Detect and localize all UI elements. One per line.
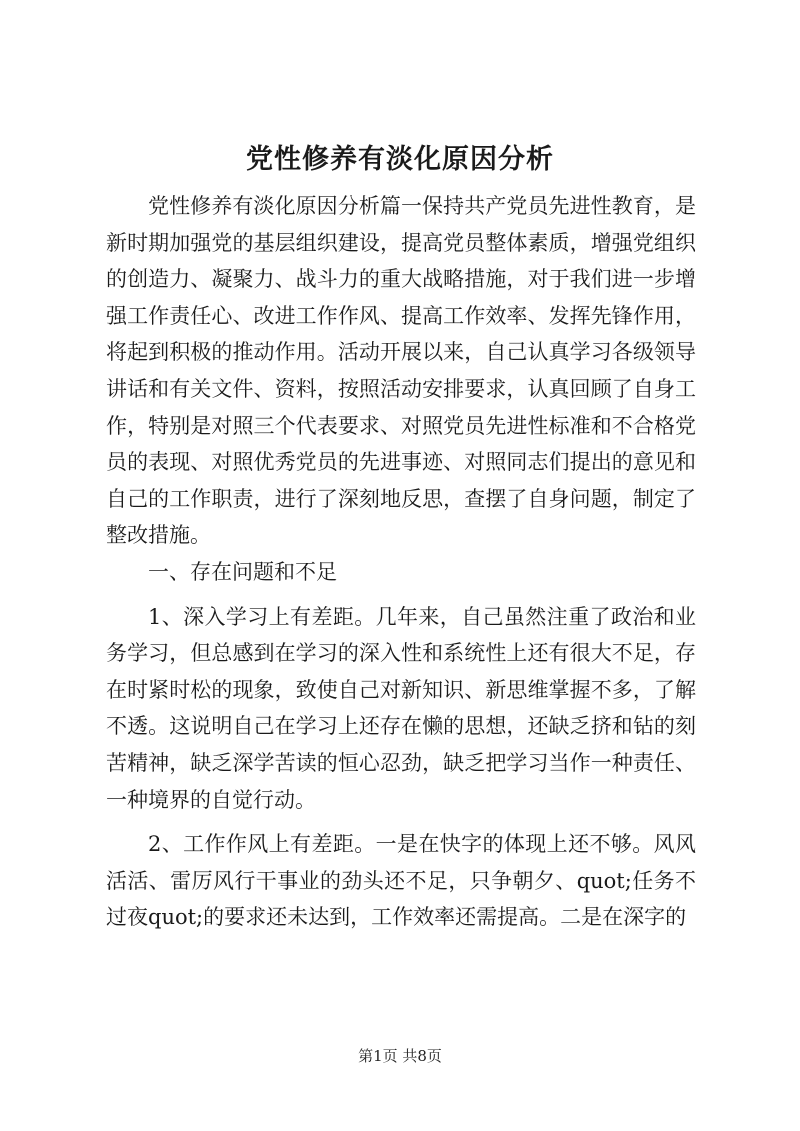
document-title: 党性修养有淡化原因分析: [246, 144, 554, 175]
intro-paragraph: 党性修养有淡化原因分析篇一保持共产党员先进性教育，是新时期加强党的基层组织建设，提高党员整体素质，增强党组织的创造力、凝聚力、战斗力的重大战略措施，对于我们进一步增强工作责任心、改进工作作风、提高工作效率、发挥先锋作用，将起到积极的推动作用。活动开展以来，自己认真学习各级领导讲话和有关文件、资料，按照活动安排要求，认真回顾了自身工作，特别是对照三个代表要求、对照党员先进性标准和不合格党员的表现、对照优秀党员的先进事迹、对照同志们提出的意见和自己的工作职责，进行了深刻地反思，查摆了自身问题，制定了整改措施。: [106, 194, 696, 548]
point-2-paragraph: 2、工作作风上有差距。一是在快字的体现上还不够。风风活活、雷厉风行干事业的劲头还不足，只争朝夕、quot;任务不过夜quot;的要求还未达到，工作效率还需提高。二是在深字的: [106, 832, 696, 930]
page-footer: 第1页 共8页: [358, 1047, 442, 1065]
point-1-paragraph: 1、深入学习上有差距。几年来，自己虽然注重了政治和业务学习，但总感到在学习的深入性和系统性上还有很大不足，存在时紧时松的现象，致使自己对新知识、新思维掌握不多，了解不透。这说明自己在学习上还存在懒的思想，还缺乏挤和钻的刻苦精神，缺乏深学苦读的恒心忍劲，缺乏把学习当作一种责任、一种境界的自觉行动。: [106, 604, 696, 812]
document-body: [106, 188, 696, 936]
section-heading: 一、存在问题和不足: [148, 559, 337, 584]
